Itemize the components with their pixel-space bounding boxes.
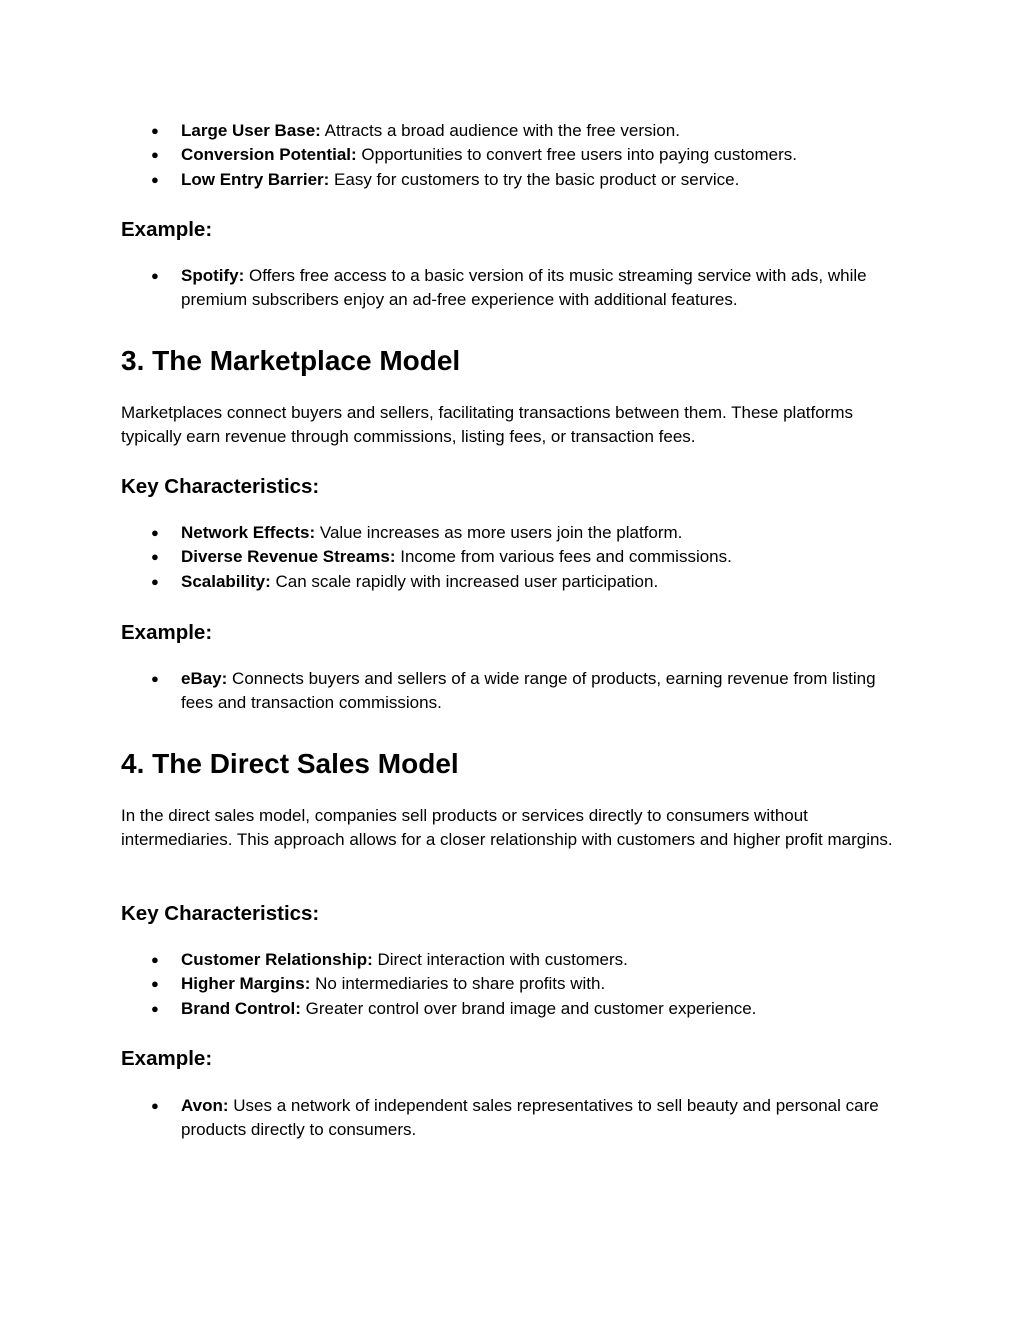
section-title-direct-sales: 4. The Direct Sales Model (121, 748, 459, 779)
list-item-term: Diverse Revenue Streams: (181, 547, 396, 567)
list-item-text: Opportunities to convert free users into paying customers. (356, 145, 798, 165)
section-title-marketplace: 3. The Marketplace Model (121, 345, 461, 376)
list-item (121, 667, 911, 716)
list-item-term: Customer Relationship: (181, 950, 373, 969)
list-item (121, 570, 911, 594)
list-item (121, 948, 911, 972)
list-item (121, 521, 911, 545)
bullet-icon: ● (151, 171, 159, 187)
list-item-term: Spotify: (181, 266, 245, 285)
key-characteristics-heading: Key Characteristics: (121, 902, 320, 925)
list-item (121, 143, 911, 167)
list-item-term: Scalability: (181, 571, 271, 591)
list-item-text: No intermediaries to share profits with. (310, 974, 606, 994)
list-item (121, 545, 911, 569)
list-item-term: Avon: (181, 1096, 229, 1115)
direct-sales-intro: In the direct sales model, companies sell products or services directly to consumers without intermediaries. This approach allows for a closer relationship with customers and higher profit margins. (121, 806, 893, 850)
direct-sales-characteristics-list (121, 948, 911, 1021)
list-item (121, 264, 911, 313)
list-item (121, 119, 911, 143)
bullet-icon: ● (151, 147, 159, 163)
bullet-icon: ● (151, 123, 159, 138)
bullet-icon: ● (151, 976, 159, 992)
list-item-text: Easy for customers to try the basic product or service. (329, 169, 740, 189)
bullet-icon: ● (151, 549, 159, 565)
list-item-term: Higher Margins: (181, 974, 311, 994)
bullet-icon: ● (151, 1098, 159, 1113)
example-heading: Example: (121, 1047, 213, 1070)
freemium-example-list (121, 264, 911, 313)
bullet-icon: ● (151, 1000, 159, 1016)
list-item-text: Uses a network of independent sales representatives to sell beauty and personal care products directly to consumers. (181, 1096, 879, 1140)
list-item (121, 168, 911, 192)
list-item-term: Conversion Potential: (181, 145, 357, 165)
list-item-text: Greater control over brand image and customer experience. (300, 998, 757, 1018)
bullet-icon: ● (151, 952, 159, 967)
list-item-text: Attracts a broad audience with the free version. (320, 121, 680, 140)
marketplace-example-list (121, 667, 911, 716)
list-item-text: Value increases as more users join the platform. (315, 523, 683, 542)
bullet-icon: ● (151, 525, 159, 540)
list-item-text: Can scale rapidly with increased user participation. (270, 571, 659, 591)
bullet-icon: ● (151, 268, 159, 283)
list-item-term: eBay: (181, 669, 228, 688)
list-item-text: Income from various fees and commissions. (395, 547, 732, 567)
list-item (121, 1094, 911, 1143)
list-item-text: Connects buyers and sellers of a wide range of products, earning revenue from listing fees and transaction commissions. (181, 669, 876, 713)
list-item-text: Direct interaction with customers. (372, 950, 628, 969)
freemium-benefits-list (121, 119, 911, 192)
bullet-icon: ● (151, 573, 159, 589)
list-item (121, 997, 911, 1021)
bullet-icon: ● (151, 671, 159, 686)
marketplace-characteristics-list (121, 521, 911, 594)
example-heading: Example: (121, 218, 213, 241)
list-item-term: Brand Control: (181, 998, 301, 1018)
list-item-term: Large User Base: (181, 121, 321, 140)
example-heading: Example: (121, 621, 213, 644)
list-item-term: Network Effects: (181, 523, 316, 542)
direct-sales-example-list (121, 1094, 911, 1143)
key-characteristics-heading: Key Characteristics: (121, 475, 320, 498)
list-item-text: Offers free access to a basic version of its music streaming service with ads, while premium subscribers enjoy an ad-free experience with additional features. (181, 266, 867, 310)
marketplace-intro: Marketplaces connect buyers and sellers, facilitating transactions between them. These platforms typically earn revenue through commissions, listing fees, or transaction fees. (121, 403, 853, 447)
list-item (121, 972, 911, 996)
list-item-term: Low Entry Barrier: (181, 169, 330, 189)
